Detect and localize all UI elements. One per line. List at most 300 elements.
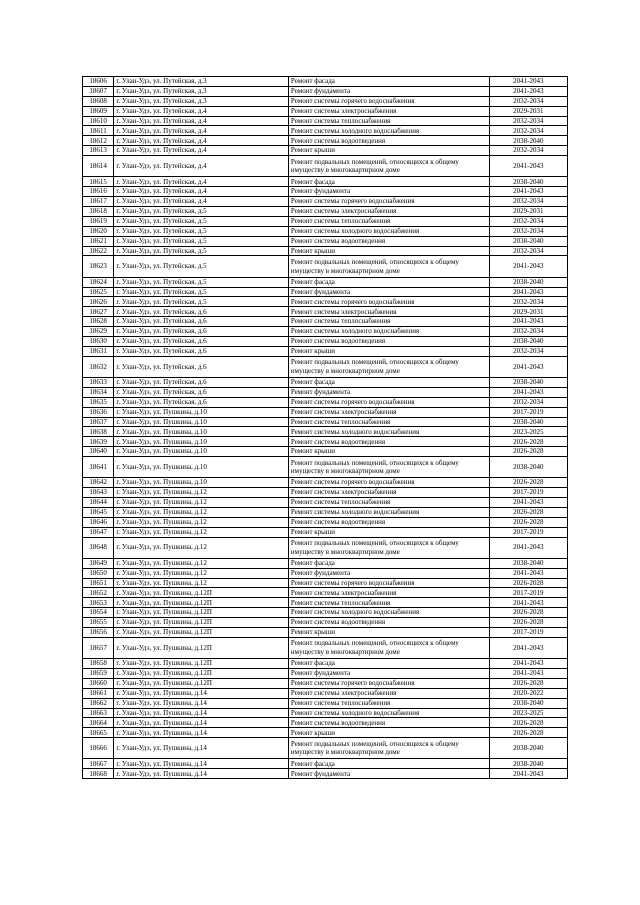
row-number: 18652	[83, 588, 114, 598]
row-number: 18656	[83, 628, 114, 638]
row-period: 2041-2043	[489, 256, 567, 277]
row-number: 18655	[83, 618, 114, 628]
row-number: 18661	[83, 688, 114, 698]
row-work-type: Ремонт системы электроснабжения	[288, 688, 489, 698]
row-number: 18660	[83, 678, 114, 688]
table-row	[83, 738, 568, 759]
table-row	[83, 478, 568, 488]
row-period: 2017-2019	[489, 488, 567, 498]
row-period: 2041-2043	[489, 77, 567, 87]
row-number: 18642	[83, 478, 114, 488]
table-row	[83, 86, 568, 96]
row-period: 2038-2040	[489, 417, 567, 427]
table-row	[83, 537, 568, 558]
row-period: 2041-2043	[489, 187, 567, 197]
repair-schedule-table	[82, 76, 568, 779]
row-address: г. Улан-Удэ, ул. Путейская, д.5	[114, 256, 289, 277]
table-row	[83, 668, 568, 678]
row-period: 2026-2028	[489, 678, 567, 688]
row-work-type: Ремонт фундамента	[288, 387, 489, 397]
table-row	[83, 708, 568, 718]
row-address: г. Улан-Удэ, ул. Путейская, д.5	[114, 216, 289, 226]
row-work-type: Ремонт системы водоотведения	[288, 236, 489, 246]
row-number: 18662	[83, 698, 114, 708]
row-period: 2020-2022	[489, 688, 567, 698]
row-work-type: Ремонт крыши	[288, 527, 489, 537]
row-address: г. Улан-Удэ, ул. Путейская, д.5	[114, 226, 289, 236]
table-row	[83, 759, 568, 769]
row-address: г. Улан-Удэ, ул. Путейская, д.4	[114, 116, 289, 126]
row-number: 18624	[83, 277, 114, 287]
row-number: 18665	[83, 728, 114, 738]
row-period: 2032-2034	[489, 116, 567, 126]
row-number: 18614	[83, 156, 114, 177]
table-row	[83, 346, 568, 356]
row-work-type: Ремонт системы холодного водоснабжения	[288, 126, 489, 136]
row-period: 2026-2028	[489, 507, 567, 517]
row-period: 2038-2040	[489, 558, 567, 568]
row-work-type: Ремонт системы холодного водоснабжения	[288, 427, 489, 437]
row-period: 2041-2043	[489, 317, 567, 327]
row-period: 2041-2043	[489, 659, 567, 669]
table-row	[83, 136, 568, 146]
table-row	[83, 507, 568, 517]
row-address: г. Улан-Удэ, ул. Пушкина, д.10	[114, 457, 289, 478]
row-period: 2017-2019	[489, 527, 567, 537]
row-number: 18615	[83, 177, 114, 187]
row-period: 2026-2028	[489, 618, 567, 628]
row-number: 18644	[83, 498, 114, 508]
row-address: г. Улан-Удэ, ул. Пушкина, д.10	[114, 427, 289, 437]
row-period: 2038-2040	[489, 336, 567, 346]
row-period: 2023-2025	[489, 708, 567, 718]
row-work-type: Ремонт системы водоотведения	[288, 136, 489, 146]
row-work-type: Ремонт системы холодного водоснабжения	[288, 226, 489, 236]
row-period: 2032-2034	[489, 246, 567, 256]
row-number: 18645	[83, 507, 114, 517]
row-address: г. Улан-Удэ, ул. Пушкина, д.12	[114, 537, 289, 558]
row-address: г. Улан-Удэ, ул. Пушкина, д.14	[114, 698, 289, 708]
row-work-type: Ремонт системы электроснабжения	[288, 488, 489, 498]
row-address: г. Улан-Удэ, ул. Пушкина, д.10	[114, 437, 289, 447]
row-period: 2041-2043	[489, 86, 567, 96]
row-period: 2017-2019	[489, 588, 567, 598]
table-row	[83, 578, 568, 588]
row-address: г. Улан-Удэ, ул. Пушкина, д.12П	[114, 618, 289, 628]
row-number: 18641	[83, 457, 114, 478]
row-address: г. Улан-Удэ, ул. Пушкина, д.10	[114, 417, 289, 427]
row-number: 18631	[83, 346, 114, 356]
row-period: 2041-2043	[489, 568, 567, 578]
row-address: г. Улан-Удэ, ул. Пушкина, д.10	[114, 478, 289, 488]
row-work-type: Ремонт системы электроснабжения	[288, 206, 489, 216]
row-address: г. Улан-Удэ, ул. Пушкина, д.14	[114, 708, 289, 718]
table-row	[83, 77, 568, 87]
row-period: 2026-2028	[489, 517, 567, 527]
row-work-type: Ремонт подвальных помещений, относящихся к общему имуществу в многоквартирном доме	[288, 457, 489, 478]
row-number: 18630	[83, 336, 114, 346]
row-work-type: Ремонт фасада	[288, 277, 489, 287]
row-number: 18628	[83, 317, 114, 327]
table-row	[83, 297, 568, 307]
row-address: г. Улан-Удэ, ул. Путейская, д.4	[114, 187, 289, 197]
table-row	[83, 457, 568, 478]
table-row	[83, 427, 568, 437]
row-number: 18634	[83, 387, 114, 397]
table-row	[83, 447, 568, 457]
row-period: 2026-2028	[489, 437, 567, 447]
row-work-type: Ремонт фундамента	[288, 769, 489, 779]
row-period: 2038-2040	[489, 457, 567, 478]
row-period: 2041-2043	[489, 769, 567, 779]
row-number: 18612	[83, 136, 114, 146]
row-number: 18654	[83, 608, 114, 618]
row-number: 18640	[83, 447, 114, 457]
row-number: 18666	[83, 738, 114, 759]
row-number: 18632	[83, 356, 114, 377]
row-address: г. Улан-Удэ, ул. Пушкина, д.12П	[114, 608, 289, 618]
row-address: г. Улан-Удэ, ул. Путейская, д.5	[114, 277, 289, 287]
row-address: г. Улан-Удэ, ул. Путейская, д.5	[114, 236, 289, 246]
table-row	[83, 256, 568, 277]
row-work-type: Ремонт системы холодного водоснабжения	[288, 507, 489, 517]
table-row	[83, 488, 568, 498]
row-period: 2029-2031	[489, 106, 567, 116]
row-number: 18626	[83, 297, 114, 307]
table-row	[83, 277, 568, 287]
row-number: 18653	[83, 598, 114, 608]
row-period: 2041-2043	[489, 387, 567, 397]
table-row	[83, 678, 568, 688]
row-work-type: Ремонт системы теплоснабжения	[288, 317, 489, 327]
row-number: 18607	[83, 86, 114, 96]
row-address: г. Улан-Удэ, ул. Пушкина, д.12П	[114, 628, 289, 638]
row-address: г. Улан-Удэ, ул. Путейская, д.3	[114, 96, 289, 106]
row-number: 18647	[83, 527, 114, 537]
table-row	[83, 407, 568, 417]
row-work-type: Ремонт системы теплоснабжения	[288, 598, 489, 608]
row-number: 18635	[83, 397, 114, 407]
row-address: г. Улан-Удэ, ул. Путейская, д.6	[114, 377, 289, 387]
row-period: 2041-2043	[489, 498, 567, 508]
row-address: г. Улан-Удэ, ул. Путейская, д.3	[114, 86, 289, 96]
row-number: 18637	[83, 417, 114, 427]
row-number: 18657	[83, 637, 114, 658]
row-work-type: Ремонт системы электроснабжения	[288, 588, 489, 598]
table-row	[83, 659, 568, 669]
table-row	[83, 317, 568, 327]
row-work-type: Ремонт системы теплоснабжения	[288, 698, 489, 708]
row-work-type: Ремонт системы теплоснабжения	[288, 116, 489, 126]
row-address: г. Улан-Удэ, ул. Пушкина, д.12П	[114, 588, 289, 598]
table-body	[83, 77, 568, 779]
row-work-type: Ремонт системы горячего водоснабжения	[288, 197, 489, 207]
table-row	[83, 718, 568, 728]
row-address: г. Улан-Удэ, ул. Путейская, д.6	[114, 387, 289, 397]
row-period: 2029-2031	[489, 206, 567, 216]
row-period: 2026-2028	[489, 718, 567, 728]
row-address: г. Улан-Удэ, ул. Пушкина, д.10	[114, 407, 289, 417]
table-row	[83, 588, 568, 598]
row-address: г. Улан-Удэ, ул. Пушкина, д.14	[114, 759, 289, 769]
row-number: 18639	[83, 437, 114, 447]
row-period: 2032-2034	[489, 226, 567, 236]
row-work-type: Ремонт системы водоотведения	[288, 336, 489, 346]
row-address: г. Улан-Удэ, ул. Путейская, д.6	[114, 317, 289, 327]
row-period: 2038-2040	[489, 738, 567, 759]
row-period: 2038-2040	[489, 277, 567, 287]
row-address: г. Улан-Удэ, ул. Путейская, д.4	[114, 197, 289, 207]
table-row	[83, 618, 568, 628]
row-work-type: Ремонт фундамента	[288, 668, 489, 678]
row-number: 18650	[83, 568, 114, 578]
row-number: 18620	[83, 226, 114, 236]
row-number: 18651	[83, 578, 114, 588]
table-row	[83, 517, 568, 527]
table-row	[83, 206, 568, 216]
row-address: г. Улан-Удэ, ул. Пушкина, д.12	[114, 568, 289, 578]
row-number: 18629	[83, 327, 114, 337]
row-work-type: Ремонт крыши	[288, 728, 489, 738]
table-row	[83, 146, 568, 156]
row-work-type: Ремонт крыши	[288, 628, 489, 638]
row-work-type: Ремонт фундамента	[288, 568, 489, 578]
row-address: г. Улан-Удэ, ул. Путейская, д.6	[114, 346, 289, 356]
row-address: г. Улан-Удэ, ул. Пушкина, д.14	[114, 688, 289, 698]
row-work-type: Ремонт фундамента	[288, 187, 489, 197]
row-number: 18613	[83, 146, 114, 156]
row-number: 18608	[83, 96, 114, 106]
table-row	[83, 187, 568, 197]
table-row	[83, 437, 568, 447]
row-number: 18621	[83, 236, 114, 246]
row-work-type: Ремонт системы водоотведения	[288, 718, 489, 728]
row-period: 2038-2040	[489, 136, 567, 146]
row-address: г. Улан-Удэ, ул. Пушкина, д.12	[114, 517, 289, 527]
row-period: 2017-2019	[489, 407, 567, 417]
table-row	[83, 177, 568, 187]
row-number: 18667	[83, 759, 114, 769]
row-address: г. Улан-Удэ, ул. Пушкина, д.12П	[114, 637, 289, 658]
row-number: 18668	[83, 769, 114, 779]
row-address: г. Улан-Удэ, ул. Пушкина, д.10	[114, 447, 289, 457]
row-work-type: Ремонт подвальных помещений, относящихся к общему имуществу в многоквартирном доме	[288, 156, 489, 177]
row-period: 2038-2040	[489, 236, 567, 246]
table-row	[83, 608, 568, 618]
row-work-type: Ремонт подвальных помещений, относящихся к общему имуществу в многоквартирном доме	[288, 256, 489, 277]
row-work-type: Ремонт системы холодного водоснабжения	[288, 608, 489, 618]
row-address: г. Улан-Удэ, ул. Путейская, д.6	[114, 397, 289, 407]
row-work-type: Ремонт системы холодного водоснабжения	[288, 327, 489, 337]
table-row	[83, 307, 568, 317]
row-work-type: Ремонт системы горячего водоснабжения	[288, 478, 489, 488]
row-work-type: Ремонт подвальных помещений, относящихся к общему имуществу в многоквартирном доме	[288, 637, 489, 658]
row-address: г. Улан-Удэ, ул. Пушкина, д.12П	[114, 678, 289, 688]
row-number: 18609	[83, 106, 114, 116]
row-number: 18623	[83, 256, 114, 277]
row-work-type: Ремонт системы горячего водоснабжения	[288, 578, 489, 588]
row-number: 18663	[83, 708, 114, 718]
row-work-type: Ремонт фундамента	[288, 287, 489, 297]
row-work-type: Ремонт системы электроснабжения	[288, 407, 489, 417]
row-period: 2038-2040	[489, 759, 567, 769]
row-work-type: Ремонт крыши	[288, 447, 489, 457]
row-number: 18606	[83, 77, 114, 87]
row-work-type: Ремонт системы горячего водоснабжения	[288, 678, 489, 688]
table-row	[83, 356, 568, 377]
row-address: г. Улан-Удэ, ул. Пушкина, д.12	[114, 488, 289, 498]
row-period: 2041-2043	[489, 156, 567, 177]
row-address: г. Улан-Удэ, ул. Пушкина, д.12	[114, 498, 289, 508]
row-period: 2041-2043	[489, 598, 567, 608]
row-number: 18658	[83, 659, 114, 669]
row-number: 18618	[83, 206, 114, 216]
table-row	[83, 197, 568, 207]
row-address: г. Улан-Удэ, ул. Путейская, д.4	[114, 156, 289, 177]
row-number: 18649	[83, 558, 114, 568]
row-work-type: Ремонт подвальных помещений, относящихся к общему имуществу в многоквартирном доме	[288, 738, 489, 759]
row-address: г. Улан-Удэ, ул. Путейская, д.5	[114, 287, 289, 297]
table-row	[83, 527, 568, 537]
row-address: г. Улан-Удэ, ул. Пушкина, д.12П	[114, 598, 289, 608]
table-row	[83, 226, 568, 236]
row-address: г. Улан-Удэ, ул. Путейская, д.4	[114, 136, 289, 146]
table-row	[83, 598, 568, 608]
row-work-type: Ремонт крыши	[288, 346, 489, 356]
row-address: г. Улан-Удэ, ул. Путейская, д.6	[114, 336, 289, 346]
row-work-type: Ремонт системы горячего водоснабжения	[288, 297, 489, 307]
row-work-type: Ремонт системы холодного водоснабжения	[288, 708, 489, 718]
table-row	[83, 287, 568, 297]
row-period: 2032-2034	[489, 96, 567, 106]
row-number: 18617	[83, 197, 114, 207]
table-row	[83, 387, 568, 397]
row-work-type: Ремонт фасада	[288, 759, 489, 769]
row-address: г. Улан-Удэ, ул. Путейская, д.6	[114, 327, 289, 337]
row-number: 18659	[83, 668, 114, 678]
row-period: 2032-2034	[489, 126, 567, 136]
row-number: 18646	[83, 517, 114, 527]
row-work-type: Ремонт системы теплоснабжения	[288, 216, 489, 226]
row-address: г. Улан-Удэ, ул. Пушкина, д.12П	[114, 659, 289, 669]
row-address: г. Улан-Удэ, ул. Пушкина, д.14	[114, 718, 289, 728]
row-work-type: Ремонт системы теплоснабжения	[288, 417, 489, 427]
row-work-type: Ремонт системы горячего водоснабжения	[288, 96, 489, 106]
row-address: г. Улан-Удэ, ул. Путейская, д.5	[114, 246, 289, 256]
table-row	[83, 116, 568, 126]
row-period: 2032-2034	[489, 327, 567, 337]
row-work-type: Ремонт фасада	[288, 177, 489, 187]
row-address: г. Улан-Удэ, ул. Путейская, д.6	[114, 356, 289, 377]
row-number: 18610	[83, 116, 114, 126]
row-address: г. Улан-Удэ, ул. Пушкина, д.12	[114, 507, 289, 517]
table-row	[83, 397, 568, 407]
row-address: г. Улан-Удэ, ул. Путейская, д.5	[114, 297, 289, 307]
table-row	[83, 156, 568, 177]
table-row	[83, 568, 568, 578]
row-number: 18611	[83, 126, 114, 136]
row-period: 2029-2031	[489, 307, 567, 317]
row-address: г. Улан-Удэ, ул. Пушкина, д.14	[114, 738, 289, 759]
table-row	[83, 126, 568, 136]
row-period: 2032-2034	[489, 346, 567, 356]
row-address: г. Улан-Удэ, ул. Пушкина, д.12	[114, 558, 289, 568]
table-row	[83, 769, 568, 779]
row-period: 2032-2034	[489, 397, 567, 407]
row-work-type: Ремонт подвальных помещений, относящихся к общему имуществу в многоквартирном доме	[288, 356, 489, 377]
row-work-type: Ремонт подвальных помещений, относящихся к общему имуществу в многоквартирном доме	[288, 537, 489, 558]
row-period: 2026-2028	[489, 578, 567, 588]
row-number: 18622	[83, 246, 114, 256]
row-period: 2038-2040	[489, 698, 567, 708]
row-number: 18638	[83, 427, 114, 437]
table-row	[83, 96, 568, 106]
row-address: г. Улан-Удэ, ул. Путейская, д.4	[114, 126, 289, 136]
row-period: 2026-2028	[489, 608, 567, 618]
row-address: г. Улан-Удэ, ул. Пушкина, д.14	[114, 728, 289, 738]
table-row	[83, 628, 568, 638]
row-address: г. Улан-Удэ, ул. Путейская, д.3	[114, 77, 289, 87]
row-number: 18664	[83, 718, 114, 728]
table-row	[83, 377, 568, 387]
row-work-type: Ремонт системы водоотведения	[288, 618, 489, 628]
row-work-type: Ремонт фасада	[288, 659, 489, 669]
row-period: 2026-2028	[489, 478, 567, 488]
row-work-type: Ремонт фасада	[288, 558, 489, 568]
row-number: 18633	[83, 377, 114, 387]
row-work-type: Ремонт крыши	[288, 246, 489, 256]
row-work-type: Ремонт системы горячего водоснабжения	[288, 397, 489, 407]
row-work-type: Ремонт системы водоотведения	[288, 437, 489, 447]
table-row	[83, 106, 568, 116]
table-row	[83, 498, 568, 508]
row-number: 18648	[83, 537, 114, 558]
row-period: 2038-2040	[489, 177, 567, 187]
row-period: 2017-2019	[489, 628, 567, 638]
table-row	[83, 688, 568, 698]
row-period: 2032-2034	[489, 216, 567, 226]
row-number: 18616	[83, 187, 114, 197]
row-period: 2041-2043	[489, 637, 567, 658]
row-address: г. Улан-Удэ, ул. Пушкина, д.12	[114, 527, 289, 537]
table-row	[83, 698, 568, 708]
table-row	[83, 558, 568, 568]
row-number: 18636	[83, 407, 114, 417]
row-address: г. Улан-Удэ, ул. Пушкина, д.12	[114, 578, 289, 588]
row-number: 18627	[83, 307, 114, 317]
row-address: г. Улан-Удэ, ул. Путейская, д.4	[114, 177, 289, 187]
row-address: г. Улан-Удэ, ул. Путейская, д.4	[114, 106, 289, 116]
row-address: г. Улан-Удэ, ул. Пушкина, д.12П	[114, 668, 289, 678]
row-period: 2032-2034	[489, 297, 567, 307]
row-period: 2041-2043	[489, 287, 567, 297]
row-work-type: Ремонт крыши	[288, 146, 489, 156]
table-row	[83, 327, 568, 337]
table-row	[83, 637, 568, 658]
row-number: 18619	[83, 216, 114, 226]
table-row	[83, 246, 568, 256]
row-work-type: Ремонт системы электроснабжения	[288, 307, 489, 317]
row-period: 2026-2028	[489, 447, 567, 457]
row-number: 18643	[83, 488, 114, 498]
row-period: 2041-2043	[489, 537, 567, 558]
row-work-type: Ремонт системы водоотведения	[288, 517, 489, 527]
row-address: г. Улан-Удэ, ул. Пушкина, д.14	[114, 769, 289, 779]
row-work-type: Ремонт фундамента	[288, 86, 489, 96]
row-period: 2032-2034	[489, 146, 567, 156]
row-work-type: Ремонт системы теплоснабжения	[288, 498, 489, 508]
row-period: 2041-2043	[489, 668, 567, 678]
